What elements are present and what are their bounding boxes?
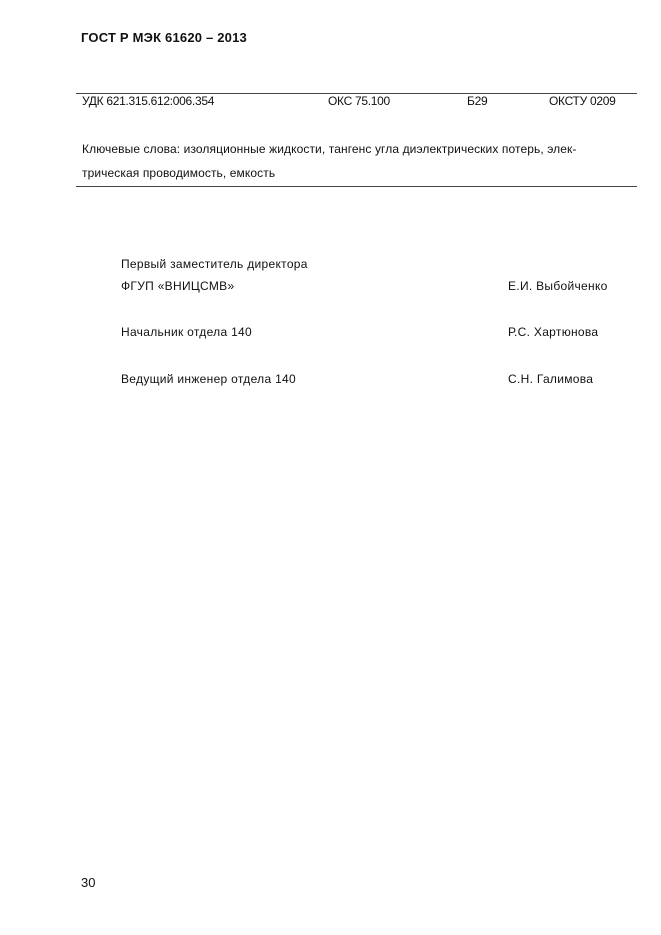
udk-code: УДК 621.315.612:006.354	[82, 94, 215, 108]
page-number: 30	[81, 875, 96, 890]
signature-position: Начальник отдела 140	[121, 325, 252, 339]
keywords-block	[82, 137, 632, 185]
keywords-line: Ключевые слова: изоляционные жидкости, тангенс угла диэлектрических потерь, элек-	[82, 142, 577, 156]
oks-code: ОКС 75.100	[328, 94, 390, 108]
okstu-code: ОКСТУ 0209	[549, 94, 616, 108]
signature-name: С.Н. Галимова	[508, 372, 594, 386]
document-header-title: ГОСТ Р МЭК 61620 – 2013	[81, 30, 247, 45]
signature-name: Р.С. Хартюнова	[508, 325, 599, 339]
signature-name: Е.И. Выбойченко	[508, 279, 608, 293]
signature-position: Ведущий инженер отдела 140	[121, 372, 296, 386]
signature-position: Первый заместитель директора	[121, 257, 308, 271]
group-code: Б29	[467, 94, 488, 108]
bottom-divider	[76, 186, 637, 187]
signature-organization: ФГУП «ВНИЦСМВ»	[121, 279, 235, 293]
keywords-line: трическая проводимость, емкость	[82, 166, 276, 180]
